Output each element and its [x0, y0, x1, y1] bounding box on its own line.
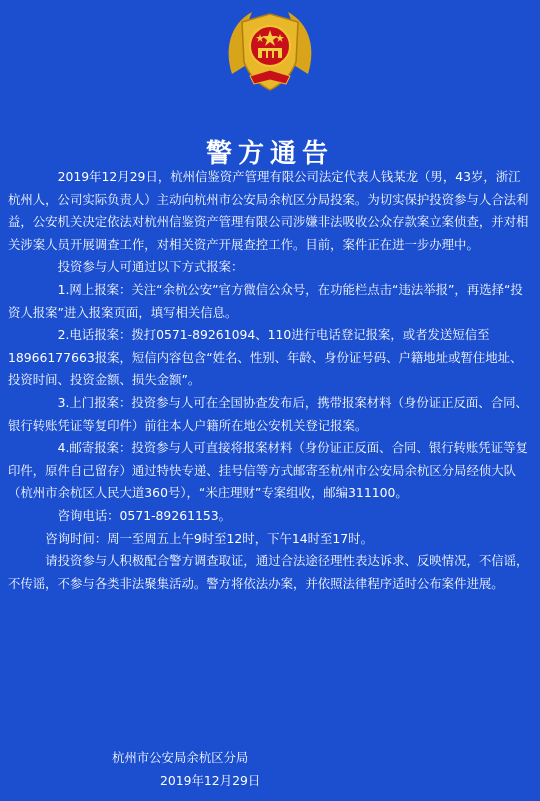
- paragraph-online-report: 1.网上报案：关注“余杭公安”官方微信公众号，在功能栏点击“违法举报”，再选择“投资人报案”进入报案页面，填写相关信息。: [8, 281, 523, 320]
- paragraph-report-methods: 投资参与人可通过以下方式报案：: [57, 259, 244, 275]
- paragraph-consult-time: 咨询时间：周一至周五上午9时至12时，下午14时至17时。: [45, 530, 373, 546]
- signature-org: 杭州市公安局余杭区分局: [112, 750, 249, 765]
- page-title: 警方通告: [205, 139, 334, 169]
- notice-body: [8, 166, 532, 595]
- signature-date: 2019年12月29日: [160, 773, 261, 788]
- paragraph-visit-report: 3.上门报案：投资参与人可在全国协查发布后，携带报案材料（身份证正反面、合同、银行转账凭证等复印件）前往本人户籍所在地公安机关登记报案。: [8, 394, 528, 433]
- paragraph-closing: 请投资参与人积极配合警方调查取证，通过合法途径理性表达诉求、反映情况，不信谣，不传谣，不参与各类非法聚集活动。警方将依法办案，并依照法律程序适时公布案件进展。: [8, 553, 529, 591]
- paragraph-mail-report: 4.邮寄报案：投资参与人可直接将报案材料（身份证正反面、合同、银行转账凭证等复印件，原件自己留存）通过特快专递、挂号信等方式邮寄至杭州市公安局余杭区分局经侦大队（杭州市余杭区人民大道360号），“米庄理财”专案组收，邮编311100。: [8, 440, 528, 501]
- paragraph-phone-report: 2.电话报案：拨打0571-89261094、110进行电话登记报案，或者发送短信至18966177663报案，短信内容包含“姓名、性别、年龄、身份证号码、户籍地址或暂住地址、投资时间、投资金额、损失金额”。: [8, 327, 523, 388]
- paragraph-intro: 2019年12月29日，杭州信鉴资产管理有限公司法定代表人钱某龙（男，43岁，浙江杭州人，公司实际负责人）主动向杭州市公安局余杭区分局投案。为切实保护投资参与人合法利益，公安机关决定依法对杭州信鉴资产管理有限公司涉嫌非法吸收公众存款案立案侦查，并对相关涉案人员开展调查工作，对相关资产开展查控工作。目前，案件正在进一步办理中。: [8, 169, 529, 252]
- paragraph-consult-phone: 咨询电话：0571-89261153。: [57, 507, 232, 523]
- police-emblem-icon: [220, 4, 320, 104]
